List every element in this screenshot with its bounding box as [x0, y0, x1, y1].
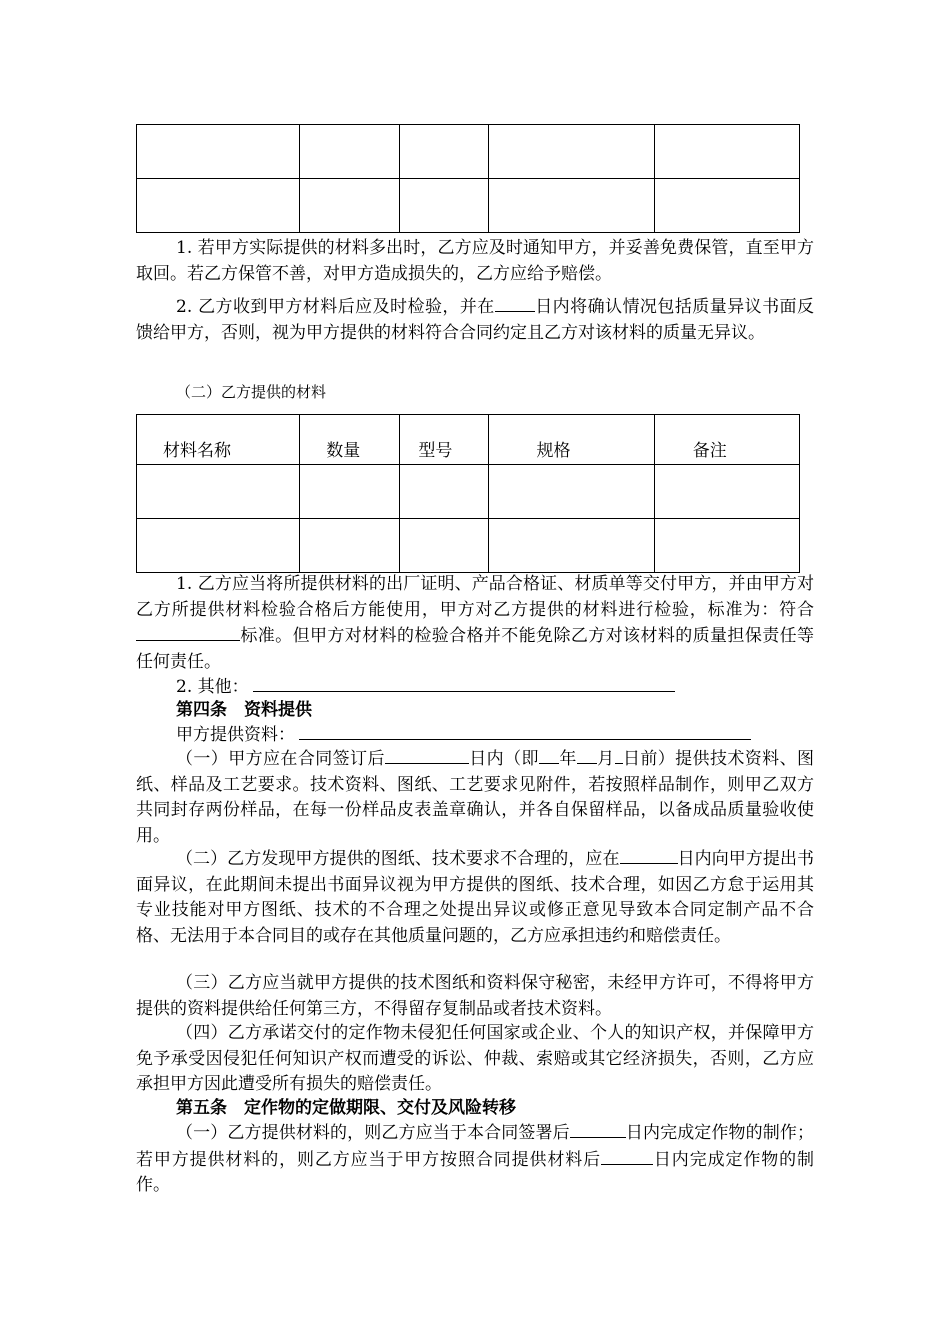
days-blank[interactable]: [601, 1147, 653, 1165]
header-material-name: 材料名称: [137, 415, 300, 465]
table-cell: [300, 179, 400, 233]
article4-p1-text: （一）甲方应在合同签订后: [176, 749, 385, 769]
month-blank[interactable]: [577, 746, 597, 764]
clause-b1-text: 1. 乙方应当将所提供材料的出厂证明、产品合格证、材质单等交付甲方，并由甲方对乙方所提供材料检验合格后方能使用，甲方对乙方提供的材料进行检验，标准为：符合: [136, 574, 814, 620]
clause-b2: [176, 674, 675, 699]
days-blank[interactable]: [495, 294, 535, 312]
article5-title: 第五条 定作物的定做期限、交付及风险转移: [176, 1098, 516, 1118]
article4-p1-text: 日前）提供技术资料、图纸、样品及工艺要求。技术资料、图纸、工艺要求见附件，若按照样品制作，则甲乙双方共同封存两份样品，在每一份样品皮表盖章确认，并各自保留样品，以备成品质量验收使用。: [136, 749, 814, 846]
material-table-1: [136, 124, 800, 233]
table-row: [137, 125, 800, 179]
day-blank[interactable]: [615, 746, 623, 764]
article5-p1-text: 日内完成定作物的制作。: [136, 1149, 815, 1195]
table-cell: [654, 125, 799, 179]
days-blank[interactable]: [385, 746, 469, 764]
article4-provide: [176, 722, 751, 747]
clause-a1: 1. 若甲方实际提供的材料多出时，乙方应及时通知甲方，并妥善免费保管，直至甲方取回。若乙方保管不善，对甲方造成损失的，乙方应给予赔偿。: [136, 238, 814, 284]
table-cell: [400, 179, 488, 233]
standard-blank[interactable]: [136, 623, 240, 641]
days-blank[interactable]: [570, 1120, 626, 1138]
year-blank[interactable]: [539, 746, 559, 764]
clause-b1: [136, 572, 814, 675]
article5-p1-text: （一）乙方提供材料的，则乙方应当于本合同签署后: [176, 1123, 570, 1143]
table-cell: [400, 465, 488, 519]
year-label: 年: [558, 749, 577, 769]
header-spec: 规格: [488, 415, 654, 465]
clause-a2: [136, 294, 814, 346]
article4-p2-text: （二）乙方发现甲方提供的图纸、技术要求不合理的，应在: [176, 849, 620, 869]
table-cell: [488, 465, 654, 519]
table-cell: [300, 465, 400, 519]
clause-a2-text: 2. 乙方收到甲方材料后应及时检验，并在: [176, 297, 495, 317]
table-cell: [137, 519, 300, 573]
header-quantity: 数量: [300, 415, 400, 465]
table-row: [137, 519, 800, 573]
table-cell: [137, 465, 300, 519]
table-header-row: [137, 415, 800, 465]
month-label: 月: [596, 749, 615, 769]
table-cell: [137, 179, 300, 233]
clause-b2-label: 2. 其他：: [176, 677, 249, 697]
section-b-title: （二）乙方提供的材料: [176, 383, 327, 401]
table-cell: [654, 519, 799, 573]
clause-a2-text: 日内将确认情况包括质量异议书面反馈给甲方，否则，视为甲方提供的材料符合合同约定且乙方对该材料的质量无异议。: [136, 297, 815, 343]
days-blank[interactable]: [620, 846, 678, 864]
header-remark: 备注: [654, 415, 799, 465]
table-cell: [400, 125, 488, 179]
article4-p2: [136, 846, 814, 949]
provide-blank[interactable]: [299, 722, 751, 740]
material-table-2: [136, 414, 800, 573]
table-cell: [400, 519, 488, 573]
header-model: 型号: [400, 415, 488, 465]
clause-b1-text: 标准。但甲方对材料的检验合格并不能免除乙方对该材料的质量担保责任等任何责任。: [136, 626, 814, 672]
table-row: [137, 179, 800, 233]
table-cell: [300, 125, 400, 179]
table-row: [137, 465, 800, 519]
article4-p4: （四）乙方承诺交付的定作物未侵犯任何国家或企业、个人的知识产权，并保障甲方免予承受因侵犯任何知识产权而遭受的诉讼、仲裁、索赔或其它经济损失，否则，乙方应承担甲方因此遭受所有损失的赔偿责任。: [136, 1023, 814, 1094]
table-cell: [137, 125, 300, 179]
table-cell: [654, 179, 799, 233]
table-cell: [654, 465, 799, 519]
article4-p1-text: 日内（即: [468, 749, 539, 769]
article5-p1: [136, 1120, 814, 1199]
article4-p3: （三）乙方应当就甲方提供的技术图纸和资料保守秘密，未经甲方许可，不得将甲方提供的资料提供给任何第三方，不得留存复制品或者技术资料。: [136, 973, 814, 1019]
provide-label: 甲方提供资料：: [176, 725, 295, 745]
table-cell: [300, 519, 400, 573]
article4-p2-text: 日内向甲方提出书面异议，在此期间未提出书面异议视为甲方提供的图纸、技术合理，如因乙方怠于运用其专业技能对甲方图纸、技术的不合理之处提出异议或修正意见导致本合同定制产品不合格、无法用于本合同目的或存在其他质量问题的，乙方应承担违约和赔偿责任。: [136, 849, 815, 946]
table-cell: [488, 179, 654, 233]
article5-p1-text: 日内完成定作物的制作；若甲方提供材料的，则乙方应当于甲方按照合同提供材料后: [136, 1123, 815, 1170]
article4-title: 第四条 资料提供: [176, 700, 312, 720]
table-cell: [488, 125, 654, 179]
other-blank[interactable]: [253, 674, 675, 692]
table-cell: [488, 519, 654, 573]
article4-p1: [136, 746, 814, 849]
